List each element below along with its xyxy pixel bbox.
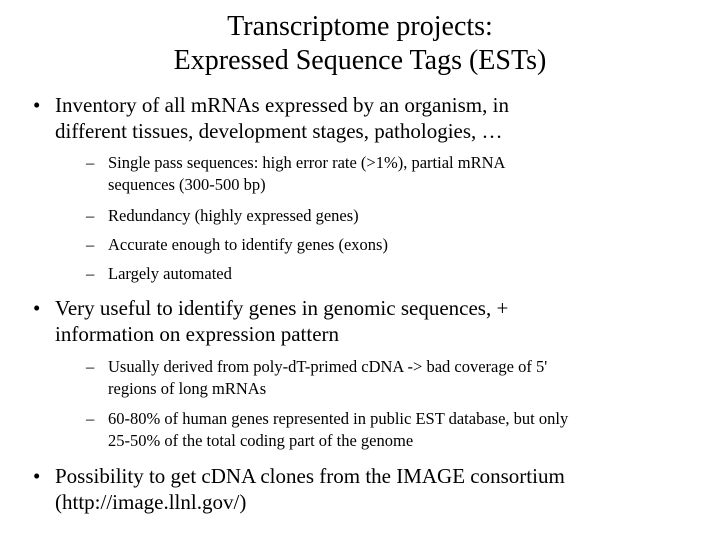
subitem-1-4	[86, 263, 688, 285]
subitem-2-2-line-1: 60-80% of human genes represented in public EST database, but only	[108, 409, 569, 428]
subitem-1-2-line-1: Redundancy (highly expressed genes)	[108, 206, 359, 225]
subitem-1-3-line-1: Accurate enough to identify genes (exons)	[108, 235, 388, 254]
subitem-1-4-line-1: Largely automated	[108, 264, 232, 283]
bullet-3-symbol: •	[33, 464, 41, 488]
bullet-3-line-2: (http://image.llnl.gov/)	[55, 490, 247, 514]
subitem-1-2-dash: –	[86, 206, 95, 225]
subitem-1-1-line-2: sequences (300-500 bp)	[108, 174, 266, 194]
subitem-2-1-line-1: Usually derived from poly-dT-primed cDNA -> bad coverage of 5'	[108, 357, 548, 376]
bullet-2-line-1: Very useful to identify genes in genomic sequences, +	[55, 296, 509, 320]
bullet-2-line-2: information on expression pattern	[55, 322, 340, 346]
bullet-2	[33, 295, 655, 347]
subitem-1-3-dash: –	[86, 235, 95, 254]
slide-title	[0, 10, 720, 78]
subitem-1-2	[86, 205, 688, 227]
bullet-1-line-1: Inventory of all mRNAs expressed by an organism, in	[55, 93, 509, 117]
subitem-1-3	[86, 234, 688, 256]
bullet-1	[33, 92, 655, 144]
bullet-1-line-2: different tissues, development stages, pathologies, …	[55, 119, 503, 143]
subitem-2-2-line-2: 25-50% of the total coding part of the genome	[108, 430, 414, 450]
subitem-2-1	[86, 356, 688, 399]
subitem-2-1-line-2: regions of long mRNAs	[108, 378, 267, 398]
bullet-2-symbol: •	[33, 296, 41, 320]
subitem-1-4-dash: –	[86, 264, 95, 283]
subitem-2-1-dash: –	[86, 357, 95, 376]
subitem-1-1-dash: –	[86, 153, 95, 172]
bullet-3	[33, 463, 655, 515]
subitem-2-2	[86, 408, 688, 451]
subitem-2-2-dash: –	[86, 409, 95, 428]
title-line-1: Transcriptome projects:	[227, 11, 493, 42]
bullet-3-line-1: Possibility to get cDNA clones from the IMAGE consortium	[55, 464, 565, 488]
bullet-1-symbol: •	[33, 93, 41, 117]
title-line-2: Expressed Sequence Tags (ESTs)	[173, 45, 547, 76]
subitem-1-1-line-1: Single pass sequences: high error rate (>1%), partial mRNA	[108, 153, 506, 172]
subitem-1-1	[86, 152, 688, 195]
